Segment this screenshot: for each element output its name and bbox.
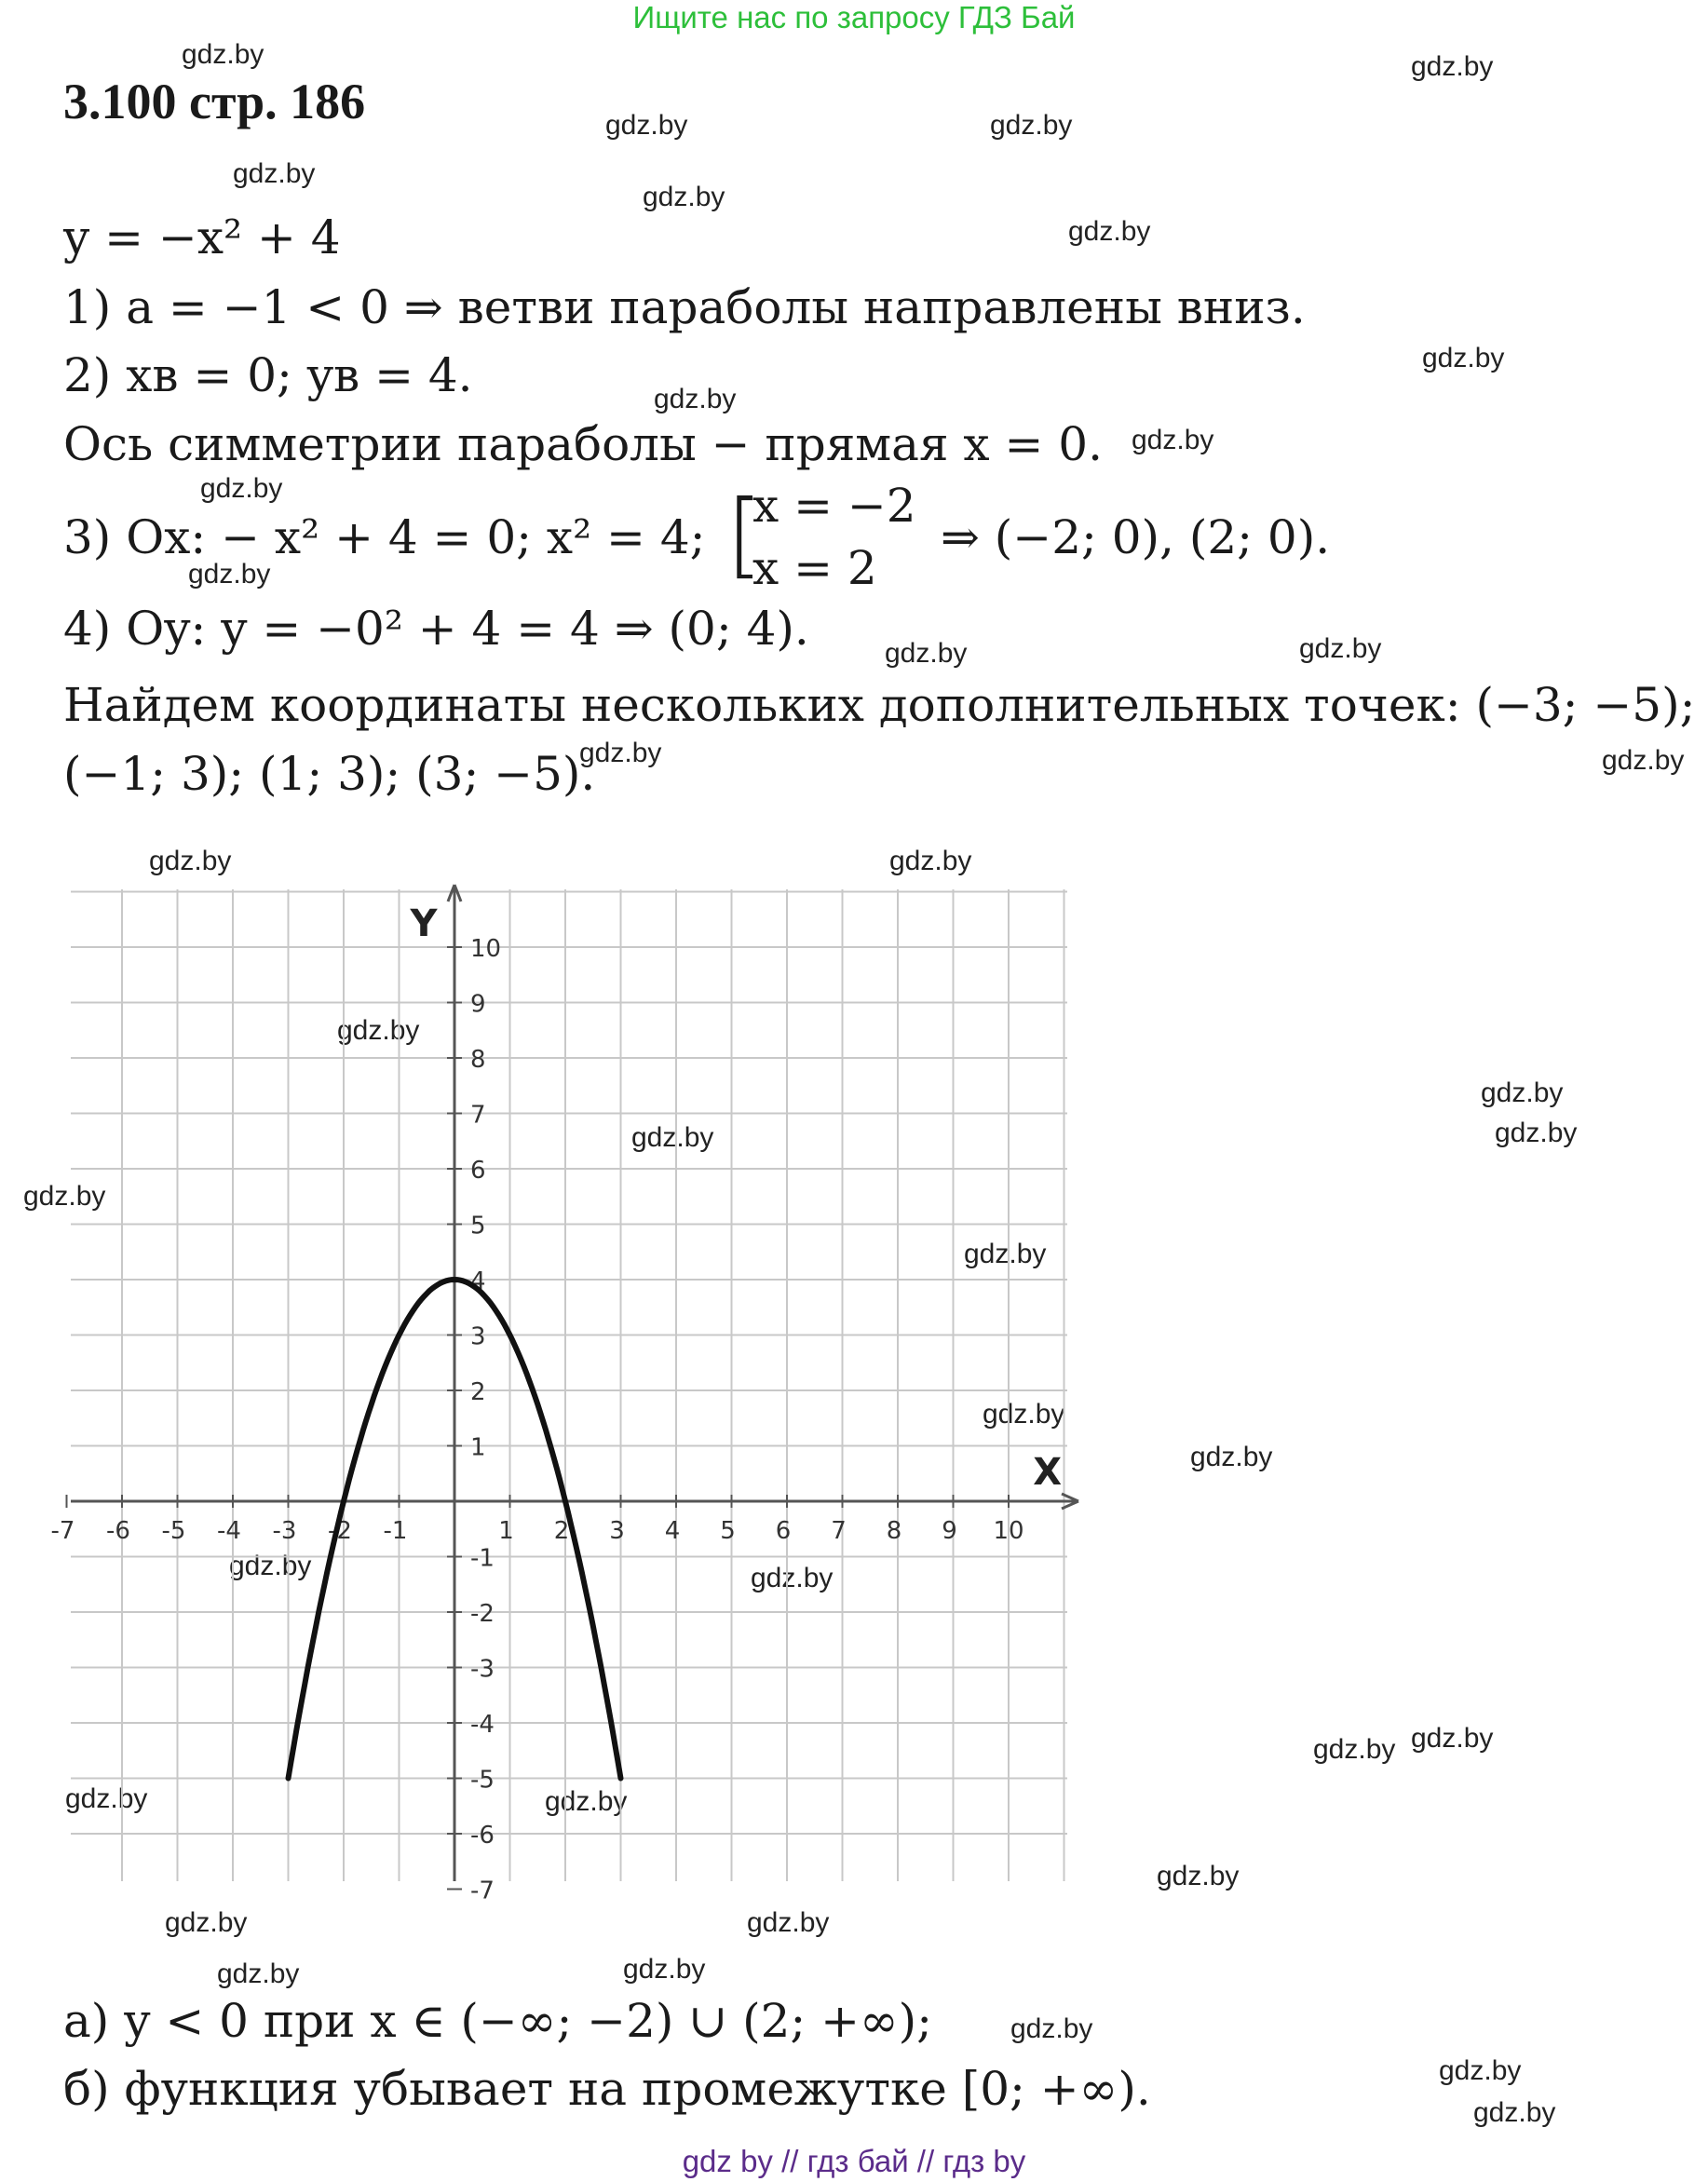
watermark: gdz.by — [1068, 216, 1151, 247]
x-tick-label: 3 — [609, 1517, 625, 1545]
x-tick-label: -3 — [272, 1517, 297, 1545]
y-tick-label: -6 — [470, 1822, 495, 1850]
watermark: gdz.by — [149, 846, 232, 876]
y-tick-label: 2 — [470, 1378, 486, 1406]
x-tick-label: 1 — [498, 1517, 514, 1545]
exercise-title: 3.100 стр. 186 — [63, 74, 366, 129]
x-tick-label: 4 — [664, 1517, 681, 1545]
watermark: gdz.by — [165, 1907, 248, 1938]
x-tick-label: -7 — [50, 1517, 75, 1545]
y-tick-label: -5 — [470, 1766, 495, 1795]
watermark: gdz.by — [233, 158, 316, 189]
case-root-2: x = 2 — [752, 541, 877, 595]
watermark: gdz.by — [65, 1783, 148, 1814]
x-tick-label: 9 — [942, 1517, 957, 1545]
x-tick-label: 6 — [775, 1517, 792, 1545]
x-intercepts: ⇒ (−2; 0), (2; 0). — [941, 510, 1331, 564]
watermark: gdz.by — [631, 1122, 714, 1153]
watermark: gdz.by — [23, 1181, 106, 1212]
parabola-chart — [50, 885, 1088, 1905]
y-tick-label: 3 — [470, 1322, 486, 1351]
watermark: gdz.by — [990, 110, 1073, 141]
watermark: gdz.by — [1439, 2055, 1522, 2086]
watermark: gdz.by — [983, 1399, 1065, 1430]
y-tick-label: -3 — [470, 1655, 495, 1684]
watermark: gdz.by — [1132, 425, 1214, 455]
x-tick-label: 2 — [553, 1517, 570, 1545]
watermark: gdz.by — [1157, 1861, 1240, 1891]
x-tick-label: -4 — [217, 1517, 241, 1545]
y-tick-label: -2 — [470, 1600, 495, 1628]
watermark: gdz.by — [1422, 343, 1505, 373]
y-tick-label: 7 — [470, 1101, 486, 1130]
case-root-1: x = −2 — [752, 479, 916, 533]
x-tick-label: 8 — [886, 1517, 902, 1545]
y-axis-label: Y — [410, 902, 438, 946]
y-tick-label: -4 — [470, 1711, 495, 1739]
watermark: gdz.by — [182, 39, 264, 70]
series-point — [454, 1280, 455, 1281]
watermark: gdz.by — [1602, 745, 1685, 776]
answer-b: б) функция убывает на промежутке [0; +∞). — [63, 2062, 1151, 2116]
series-point — [344, 1501, 345, 1502]
y-tick-label: 5 — [470, 1212, 486, 1240]
y-tick-label: 4 — [470, 1267, 486, 1295]
watermark: gdz.by — [747, 1907, 830, 1938]
watermark: gdz.by — [623, 1954, 706, 1985]
watermark: gdz.by — [1411, 51, 1494, 82]
y-tick-label: -1 — [470, 1544, 495, 1573]
y-tick-label: 10 — [470, 935, 502, 963]
y-tick-label: 9 — [470, 990, 486, 1019]
search-hint-link[interactable]: Ищите нас по запросу ГДЗ Бай — [632, 0, 1076, 34]
function-formula: y = −x² + 4 — [63, 210, 341, 264]
y-tick-label: 6 — [470, 1157, 486, 1185]
solution-step-1: 1) a = −1 < 0 ⇒ ветви параболы направлены вниз. — [63, 280, 1306, 334]
extra-points-line-2: (−1; 3); (1; 3); (3; −5). — [63, 747, 596, 801]
x-tick-label: 10 — [993, 1517, 1024, 1545]
watermark: gdz.by — [654, 384, 737, 414]
watermark: gdz.by — [545, 1786, 628, 1817]
watermark: gdz.by — [579, 738, 662, 768]
footer-links[interactable]: gdz by // гдз бай // гдз by — [682, 2144, 1026, 2178]
x-tick-label: 5 — [720, 1517, 736, 1545]
y-tick-label: 1 — [470, 1433, 486, 1462]
watermark: gdz.by — [1313, 1734, 1396, 1765]
watermark: gdz.by — [605, 110, 688, 141]
series-point — [288, 1778, 289, 1779]
watermark: gdz.by — [889, 846, 972, 876]
watermark: gdz.by — [1481, 1077, 1564, 1108]
watermark: gdz.by — [229, 1551, 312, 1581]
watermark: gdz.by — [1010, 2013, 1093, 2044]
x-tick-label: -2 — [328, 1517, 352, 1545]
answer-a: а) y < 0 при x ∈ (−∞; −2) ∪ (2; +∞); — [63, 1994, 933, 2048]
case-bracket: [ — [726, 480, 764, 589]
watermark: gdz.by — [337, 1015, 420, 1046]
watermark: gdz.by — [1411, 1723, 1494, 1754]
series-point — [620, 1778, 621, 1779]
x-tick-label: -5 — [161, 1517, 186, 1545]
watermark: gdz.by — [751, 1563, 834, 1593]
watermark: gdz.by — [643, 182, 725, 212]
watermark: gdz.by — [1299, 633, 1382, 664]
watermark: gdz.by — [188, 559, 271, 590]
solution-step-4: 4) Oy: y = −0² + 4 = 4 ⇒ (0; 4). — [63, 602, 809, 656]
extra-points-line-1: Найдем координаты нескольких дополнительных точек: (−3; −5); — [63, 678, 1696, 732]
watermark: gdz.by — [1190, 1442, 1273, 1472]
x-tick-label: -1 — [383, 1517, 408, 1545]
watermark: gdz.by — [964, 1239, 1047, 1269]
y-tick-label: -7 — [470, 1877, 495, 1905]
solution-step-3: 3) Ox: − x² + 4 = 0; x² = 4; — [63, 510, 706, 564]
x-tick-label: 7 — [831, 1517, 847, 1545]
solution-step-2: 2) xв = 0; yв = 4. — [63, 348, 473, 402]
watermark: gdz.by — [1495, 1118, 1578, 1148]
x-axis-label: X — [1033, 1451, 1063, 1494]
watermark: gdz.by — [1473, 2097, 1556, 2128]
x-tick-label: -6 — [106, 1517, 130, 1545]
watermark: gdz.by — [217, 1958, 300, 1989]
y-tick-label: 8 — [470, 1046, 486, 1074]
watermark: gdz.by — [200, 473, 283, 504]
symmetry-axis-line: Ось симметрии параболы − прямая x = 0. — [63, 417, 1104, 471]
series-point — [565, 1501, 566, 1502]
watermark: gdz.by — [885, 638, 968, 669]
